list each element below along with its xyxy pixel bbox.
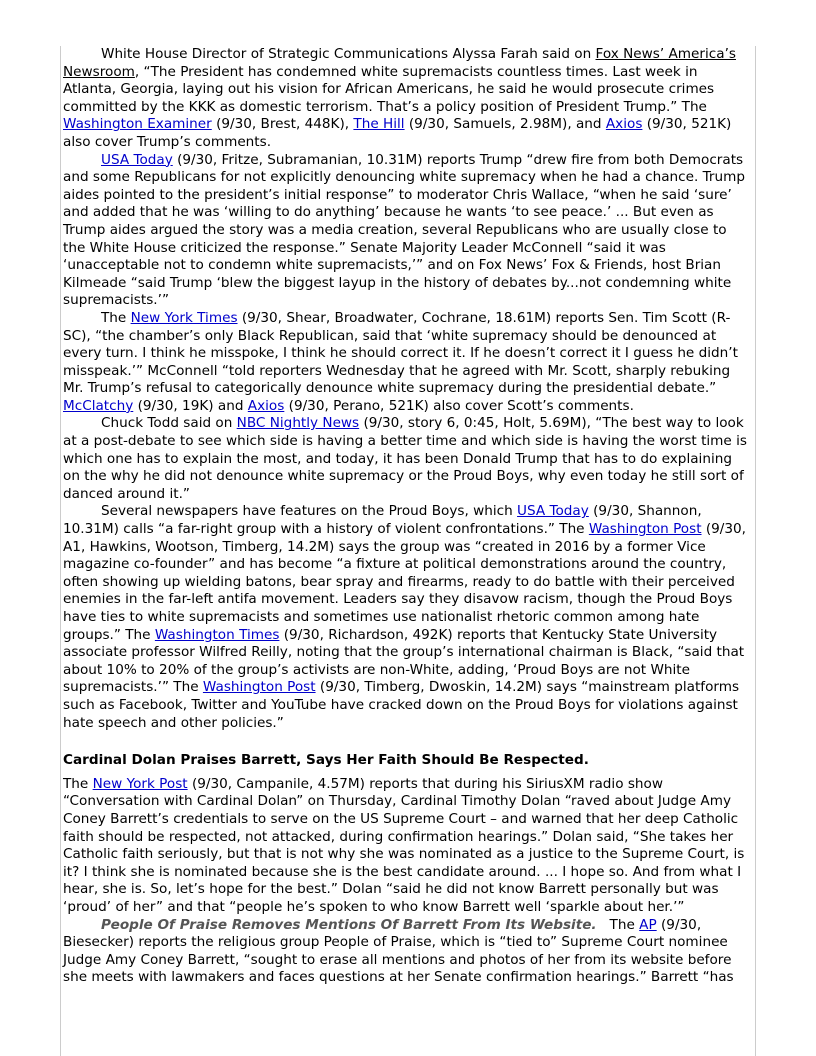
text: (9/30, Fritze, Subramanian, 10.31M) reports Trump “drew fire from both Democrats and some Republicans for not explicitly denouncing white supremacy when he had a chance. Trump aides pointed to the president’s initial response” to moderator Chris Wallace, “when he said ‘sure’ and added that he was ‘willing to do anything’ because he wants ‘to see peace.’ ... But even as Trump aides argued the story was a media creation, several Republicans who are usually close to the White House criticized the response.” Senate Majority Leader McConnell “said it was ‘unacceptable not to condemn white supremacists,’” and on Fox News’ Fox & Friends, host Brian Kilmeade “said Trump ‘blew the biggest layup in the history of debates by...not condemning white supremacists.’”	[63, 151, 746, 309]
text: Several newspapers have features on the Proud Boys, which	[101, 503, 518, 520]
paragraph-tim-scott	[63, 310, 753, 416]
subheading-people-of-praise: People Of Praise Removes Mentions Of Barrett From Its Website.	[101, 916, 597, 933]
link-axios[interactable]: Axios	[605, 116, 643, 133]
link-ap[interactable]: AP	[639, 916, 657, 933]
text: (9/30, Samuels, 2.98M), and	[404, 116, 606, 133]
text: (9/30, A1, Hawkins, Wootson, Timberg, 14.2M) says the group was “created in 2016 by a former Vice magazine co-founder” and has become “a fixture at political demonstrations around the country, often showing up wielding batons, bear spray and firearms, ready to do battle with their perceived enemies in the far-left antifa movement. Leaders say they disavow racism, though the Proud Boys have ties to white supremacists and sometimes use nationalist rhetoric common among hate groups.” The	[63, 521, 747, 643]
text: The	[101, 309, 131, 326]
section-heading-cardinal-dolan: Cardinal Dolan Praises Barrett, Says Her Faith Should Be Respected.	[63, 752, 589, 769]
paragraph-dolan-praise	[63, 776, 753, 917]
paragraph-proud-boys	[63, 503, 753, 732]
paragraph-chuck-todd	[63, 415, 753, 503]
link-washington-post-timberg[interactable]: Washington Post	[202, 679, 316, 696]
text: (9/30, Perano, 521K) also cover Scott’s comments.	[284, 397, 634, 414]
text: , “The President has condemned white supremacists countless times. Last week in Atlanta, Georgia, laying out his vision for African Americans, he said he would prosecute crimes committed by the KKK as domestic terrorism. That’s a policy position of President Trump.” The	[63, 63, 715, 115]
text: The	[63, 775, 93, 792]
text: (9/30, Timberg, Dwoskin, 14.2M) says “mainstream platforms such as Facebook, Twitter and YouTube have cracked down on the Proud Boys for violations against hate speech and other policies.”	[63, 679, 740, 731]
text: (9/30, story 6, 0:45, Holt, 5.69M), “The best way to look at a post-debate to see which side is having a better time and which side is having the worst time is which one has to explain the most, and today, it has been Donald Trump that has to do explaining on the why he did not denounce white supremacy or the Proud Boys, why even today he still sort of danced around it.”	[63, 415, 747, 502]
text: (9/30, Richardson, 492K) reports that Kentucky State University associate professor Wilfred Reilly, noting that the group’s international chairman is Black, “said that about 10% to 20% of the group’s activists are non-White, adding, ‘Proud Boys are not White supremacists.’” The	[63, 626, 745, 696]
text: (9/30, Shear, Broadwater, Cochrane, 18.61M) reports Sen. Tim Scott (R-SC), “the chamber’s only Black Republican, said that ‘white supremacy should be denounced at every turn. I think he misspoke, I think he should correct it. If he doesn’t correct it I guess he didn’t misspeak.’” McConnell “told reporters Wednesday that he agreed with Mr. Scott, sharply rebuking Mr. Trump’s refusal to categorically denounce white supremacy during the presidential debate.”	[63, 309, 738, 397]
link-fox-news-americas-newsroom[interactable]: Fox News’ America’s Newsroom	[63, 46, 736, 80]
link-nbc-nightly-news[interactable]: NBC Nightly News	[236, 415, 360, 432]
text: White House Director of Strategic Communications Alyssa Farah said on	[101, 46, 596, 62]
text: (9/30, 521K) also cover Trump’s comments.	[63, 116, 732, 150]
link-washington-post[interactable]: Washington Post	[588, 521, 702, 538]
link-usa-today[interactable]: USA Today	[101, 151, 173, 168]
link-axios-perano[interactable]: Axios	[247, 397, 285, 414]
text: (9/30, Shannon, 10.31M) calls “a far-right group with a history of violent confrontations.” The	[63, 503, 702, 538]
link-new-york-times[interactable]: New York Times	[130, 309, 238, 326]
text: (9/30, Biesecker) reports the religious group People of Praise, which is “tied to” Supreme Court nominee Judge Amy Coney Barrett, “sought to erase all mentions and photos of her from its website before she meets with lawmakers and faces questions at her Senate confirmation hearings.” Barrett “has	[63, 916, 734, 986]
link-mcclatchy[interactable]: McClatchy	[63, 397, 134, 414]
text: Chuck Todd said on	[101, 415, 237, 432]
link-the-hill[interactable]: The Hill	[353, 116, 405, 133]
text: (9/30, Brest, 448K),	[211, 116, 354, 133]
link-new-york-post[interactable]: New York Post	[92, 775, 188, 792]
link-usa-today-shannon[interactable]: USA Today	[517, 503, 589, 520]
paragraph-people-of-praise	[63, 917, 753, 987]
text: (9/30, Campanile, 4.57M) reports that during his SiriusXM radio show “Conversation with Cardinal Dolan” on Thursday, Cardinal Timothy Dolan “raved about Judge Amy Coney Barrett’s credentials to serve on the US Supreme Court – and warned that her deep Catholic faith should be respected, not attacked, during confirmation hearings.” Dolan said, “She takes her Catholic faith seriously, but that is not why she was nominated as a justice to the Supreme Court, is it? I think she is nominated because she is the best candidate around. ... I hope so. And from what I hear, she is. So, let’s hope for the best.” Dolan “said he did not know Barrett personally but was ‘proud’ of her” and that “people he’s spoken to who know Barrett well ‘sparkle about her.’”	[63, 775, 745, 915]
link-washington-times[interactable]: Washington Times	[154, 626, 280, 643]
text: (9/30, 19K) and	[133, 397, 248, 414]
paragraph-usa-today-report	[63, 152, 753, 310]
document-page	[60, 46, 756, 1056]
text: The	[596, 916, 640, 933]
paragraph-farah-comments	[63, 46, 753, 152]
link-washington-examiner[interactable]: Washington Examiner	[63, 116, 212, 133]
